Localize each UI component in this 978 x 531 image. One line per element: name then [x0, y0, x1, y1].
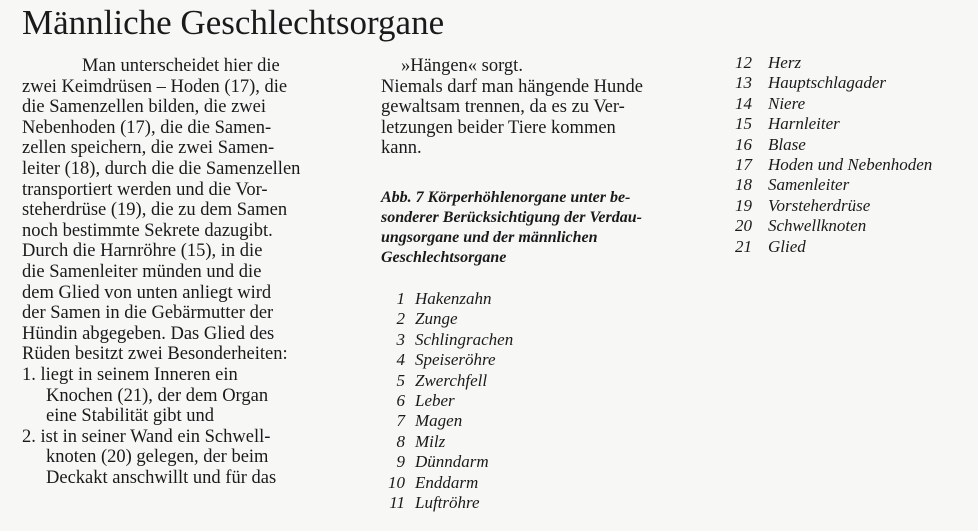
legend-number: 15	[735, 114, 752, 134]
text-line: transportiert werden und die Vor-	[22, 179, 268, 200]
legend-item	[726, 114, 932, 134]
legend-item	[726, 216, 932, 236]
text-line: steherdrüse (19), die zu dem Samen	[22, 200, 288, 221]
legend-label: Harnleiter	[768, 114, 840, 134]
legend-number: 4	[396, 350, 405, 370]
legend-number: 9	[396, 452, 405, 472]
legend-item	[377, 452, 513, 472]
text-line: dem Glied von unten anliegt wird	[22, 282, 272, 303]
legend-item	[726, 237, 932, 257]
legend-number: 3	[396, 329, 405, 349]
text-line: gewaltsam trennen, da es zu Ver-	[381, 97, 625, 118]
legend-item	[377, 330, 513, 350]
legend-item	[726, 175, 932, 195]
legend-number: 7	[396, 411, 405, 431]
legend-label: Hoden und Nebenhoden	[768, 155, 933, 175]
legend-item	[377, 493, 513, 513]
text-line: Durch die Harnröhre (15), in die	[22, 241, 263, 262]
text-line: Niemals darf man hängende Hunde	[381, 76, 643, 97]
legend-item	[377, 309, 513, 329]
legend-label: Zunge	[415, 309, 458, 329]
text-line: noch bestimmte Sekrete dazugibt.	[22, 220, 273, 241]
legend-number: 21	[735, 236, 752, 256]
legend-label: Milz	[415, 431, 446, 451]
text-line: »Hängen« sorgt.	[401, 56, 523, 76]
legend-item	[726, 196, 932, 216]
legend-label: Schwellknoten	[768, 216, 867, 236]
text-line: Nebenhoden (17), die die Samen-	[22, 117, 272, 138]
text-line: Knochen (21), der dem Organ	[46, 385, 269, 406]
legend-label: Hakenzahn	[415, 289, 492, 308]
legend-item	[726, 53, 932, 73]
legend-label: Magen	[415, 411, 463, 431]
page-title: Männliche Geschlechtsorgane	[22, 3, 445, 42]
legend-item	[377, 371, 513, 391]
legend-item	[726, 73, 932, 93]
legend-label: Vorsteherdrüse	[768, 195, 871, 215]
legend-number: 10	[388, 472, 405, 492]
text-line: Hündin abgegeben. Das Glied des	[22, 323, 275, 344]
text-line: knoten (20) gelegen, der beim	[46, 447, 269, 468]
legend-item	[377, 411, 513, 431]
legend-label: Dünndarm	[415, 452, 489, 472]
legend-number: 20	[735, 216, 752, 236]
list-item-2: 2. ist in seiner Wand ein Schwell-	[22, 426, 271, 447]
text-line: kann.	[381, 138, 422, 159]
text-line: zwei Keimdrüsen – Hoden (17), die	[22, 76, 288, 97]
text-line: die Samenzellen bilden, die zwei	[22, 97, 267, 118]
text-line: der Samen in die Gebärmutter der	[22, 303, 274, 324]
legend-number: 14	[735, 93, 752, 113]
legend-label: Niere	[768, 93, 806, 113]
legend-number: 13	[735, 73, 752, 93]
legend-item	[726, 135, 932, 155]
legend-item	[377, 473, 513, 493]
legend-item	[377, 432, 513, 452]
legend-label: Schlingrachen	[415, 329, 514, 349]
legend-number: 5	[396, 370, 405, 390]
legend-number: 12	[735, 53, 752, 72]
text-line: Deckakt anschwillt und für das	[46, 467, 277, 488]
legend-item	[377, 391, 513, 411]
caption-line: ungsorgane und der männlichen	[381, 229, 598, 246]
caption-line: Abb. 7 Körperhöhlenorgane unter be-	[381, 189, 631, 206]
legend-label: Leber	[415, 391, 455, 411]
text-line: die Samenleiter münden und die	[22, 261, 262, 282]
legend-label: Glied	[768, 236, 806, 256]
legend-label: Herz	[768, 53, 802, 72]
legend-number: 6	[396, 391, 405, 411]
legend-label: Enddarm	[415, 472, 479, 492]
legend-number: 19	[735, 195, 752, 215]
legend-label: Luftröhre	[415, 493, 480, 513]
body-text-column-1	[22, 56, 362, 488]
legend-number: 1	[396, 289, 405, 308]
figure-caption	[381, 188, 721, 268]
legend-number: 16	[735, 134, 752, 154]
text-line: leiter (18), durch die die Samenzellen	[22, 158, 301, 179]
legend-item	[377, 289, 513, 309]
legend-label: Zwerchfell	[415, 370, 488, 390]
legend-label: Hauptschlagader	[768, 73, 887, 93]
body-text-column-2	[381, 56, 711, 159]
legend-label: Speiseröhre	[415, 350, 496, 370]
text-line: zellen speichern, die zwei Samen-	[22, 138, 275, 159]
legend-item	[726, 155, 932, 175]
legend-number: 11	[389, 493, 405, 513]
legend-number: 8	[396, 431, 405, 451]
legend-item	[377, 350, 513, 370]
legend-list-1	[377, 289, 513, 513]
text-line: eine Stabilität gibt und	[46, 406, 215, 427]
text-line: Rüden besitzt zwei Besonderheiten:	[22, 344, 288, 365]
legend-label: Blase	[768, 134, 806, 154]
text-line: letzungen beider Tiere kommen	[381, 117, 616, 138]
list-item-1: 1. liegt in seinem Inneren ein	[22, 364, 238, 385]
caption-line: Geschlechtsorgane	[381, 249, 507, 266]
text-line: Man unterscheidet hier die	[82, 56, 280, 76]
legend-list-2	[726, 53, 932, 257]
legend-number: 17	[735, 155, 752, 175]
caption-line: sonderer Berücksichtigung der Verdau-	[381, 209, 642, 226]
legend-item	[726, 94, 932, 114]
legend-label: Samenleiter	[768, 175, 850, 195]
legend-number: 2	[396, 309, 405, 329]
legend-number: 18	[735, 175, 752, 195]
